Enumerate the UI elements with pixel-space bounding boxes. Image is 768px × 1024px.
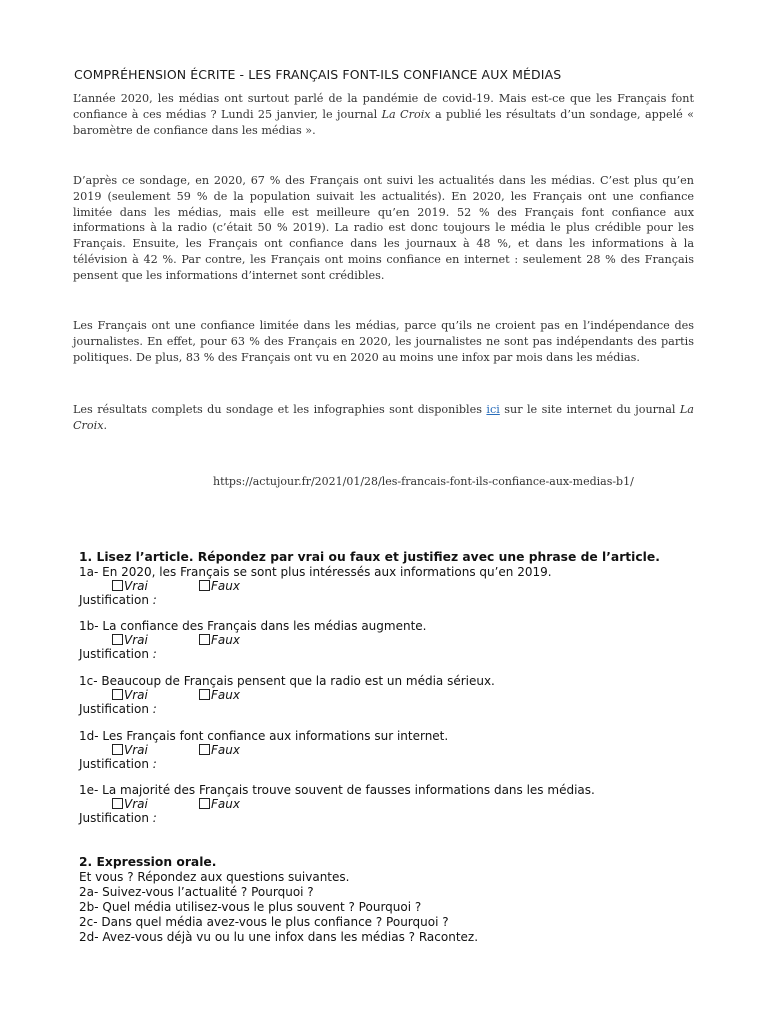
document-title: COMPRÉHENSION ÉCRITE - LES FRANÇAIS FONT-ILS CONFIANCE AUX MÉDIAS [74, 67, 562, 82]
vrai-label: Vrai [124, 688, 148, 702]
vrai-checkbox[interactable] [112, 580, 148, 593]
exercise-1-heading: 1. Lisez l’article. Répondez par vrai ou faux et justifiez avec une phrase de l’article. [79, 550, 660, 564]
vrai-checkbox[interactable] [112, 744, 148, 757]
faux-label: Faux [211, 579, 240, 593]
faux-label: Faux [211, 688, 240, 702]
justification-text: Justification [79, 647, 149, 661]
faux-checkbox[interactable] [199, 689, 240, 702]
vrai-label: Vrai [124, 797, 148, 811]
paragraph-intro [73, 91, 694, 138]
paragraph-intro-text-1: L’année 2020, les médias ont surtout parlé de la pandémie de covid-19. Mais est-ce que les Français font confiance à ces médias ? Lundi 25 janvier, le journal [73, 92, 694, 121]
oral-question-2d: 2d- Avez-vous déjà vu ou lu une infox dans les médias ? Racontez. [79, 930, 479, 944]
question-1b-text: 1b- La confiance des Français dans les médias augmente. [79, 619, 427, 633]
question-1e [79, 783, 595, 825]
question-1e-text: 1e- La majorité des Français trouve souvent de fausses informations dans les médias. [79, 783, 595, 797]
faux-checkbox[interactable] [199, 744, 240, 757]
faux-checkbox[interactable] [199, 580, 240, 593]
paragraph-intro-text-2: a publié les résultats d’un sondage, appelé « baromètre de confiance dans les médias ». [73, 107, 695, 137]
checkbox-icon [112, 689, 123, 700]
checkbox-icon [199, 634, 210, 645]
justification-text: Justification [79, 757, 149, 771]
question-1e-options [79, 798, 595, 811]
question-1a-options [79, 580, 552, 593]
justification-text: Justification [79, 702, 149, 716]
checkbox-icon [112, 744, 123, 755]
exercise-2 [79, 854, 478, 945]
paragraph-journalists: Les Français ont une confiance limitée dans les médias, parce qu’ils ne croient pas en l’indépendance des journalistes. En effet, pour 63 % des Français en 2020, les journalistes ne sont pas indépendants des partis politiques. De plus, 83 % des Français ont vu en 2020 au moins une infox par mois dans les médias. [73, 319, 694, 364]
question-1d-options [79, 744, 448, 757]
paragraph-full-results-text-2: sur le site internet du journal [499, 403, 680, 416]
question-1d-text: 1d- Les Français font confiance aux informations sur internet. [79, 729, 449, 743]
justification-text: Justification [79, 811, 149, 825]
justification-colon: : [148, 757, 157, 771]
justification-label [79, 647, 426, 661]
exercise-2-heading: 2. Expression orale. [79, 855, 217, 869]
question-1b [79, 619, 426, 661]
faux-label: Faux [211, 743, 240, 757]
vrai-checkbox[interactable] [112, 634, 148, 647]
justification-label [79, 593, 552, 607]
paragraph-survey-results: D’après ce sondage, en 2020, 67 % des Français ont suivi les actualités dans les médias. C’est plus qu’en 2019 (seulement 59 % de la population suivait les actualités). En 2020, les Français ont une confiance limitée dans les médias, mais elle est meilleure qu’en 2019. 52 % des Français font confiance aux informations à la radio (c’était 50 % 2019). La radio est donc toujours le média le plus crédible pour les Français. Ensuite, les Français ont confiance dans les journaux à 48 %, et dans les informations à la télévision à 42 %. Par contre, les Français ont moins confiance en internet : seulement 28 % des Français pensent que les informations d’internet sont crédibles. [73, 174, 694, 282]
question-1d [79, 729, 448, 771]
oral-question-2a: 2a- Suivez-vous l’actualité ? Pourquoi ? [79, 885, 314, 899]
oral-question-2c: 2c- Dans quel média avez-vous le plus confiance ? Pourquoi ? [79, 915, 449, 929]
vrai-checkbox[interactable] [112, 798, 148, 811]
justification-colon: : [148, 593, 157, 607]
question-1c [79, 674, 495, 716]
checkbox-icon [199, 689, 210, 700]
justification-label [79, 757, 448, 771]
justification-text: Justification [79, 593, 149, 607]
justification-colon: : [148, 702, 157, 716]
question-1b-options [79, 634, 426, 647]
oral-question-2b: 2b- Quel média utilisez-vous le plus souvent ? Pourquoi ? [79, 900, 422, 914]
faux-checkbox[interactable] [199, 798, 240, 811]
paragraph-full-results-text-1: Les résultats complets du sondage et les infographies sont disponibles [73, 403, 487, 416]
exercise-1 [79, 549, 660, 565]
faux-checkbox[interactable] [199, 634, 240, 647]
newspaper-name-2: La Croix [73, 403, 694, 432]
vrai-label: Vrai [124, 579, 148, 593]
faux-label: Faux [211, 633, 240, 647]
checkbox-icon [199, 744, 210, 755]
faux-label: Faux [211, 797, 240, 811]
checkbox-icon [199, 798, 210, 809]
vrai-label: Vrai [124, 743, 148, 757]
question-1a [79, 565, 552, 607]
vrai-checkbox[interactable] [112, 689, 148, 702]
checkbox-icon [112, 580, 123, 591]
justification-label [79, 811, 595, 825]
justification-colon: : [148, 811, 157, 825]
checkbox-icon [112, 798, 123, 809]
justification-label [79, 702, 495, 716]
newspaper-name: La Croix [381, 107, 431, 121]
question-1a-text: 1a- En 2020, les Français se sont plus intéressés aux informations qu’en 2019. [79, 565, 552, 579]
justification-colon: : [148, 647, 157, 661]
question-1c-options [79, 689, 495, 702]
checkbox-icon [112, 634, 123, 645]
checkbox-icon [199, 580, 210, 591]
vrai-label: Vrai [124, 633, 148, 647]
paragraph-full-results-text-3: . [103, 418, 108, 432]
question-1c-text: 1c- Beaucoup de Français pensent que la radio est un média sérieux. [79, 674, 495, 688]
results-link[interactable]: ici [486, 403, 500, 416]
exercise-2-intro: Et vous ? Répondez aux questions suivantes. [79, 870, 350, 884]
source-url: https://actujour.fr/2021/01/28/les-francais-font-ils-confiance-aux-medias-b1/ [213, 475, 634, 488]
paragraph-full-results [73, 402, 694, 434]
